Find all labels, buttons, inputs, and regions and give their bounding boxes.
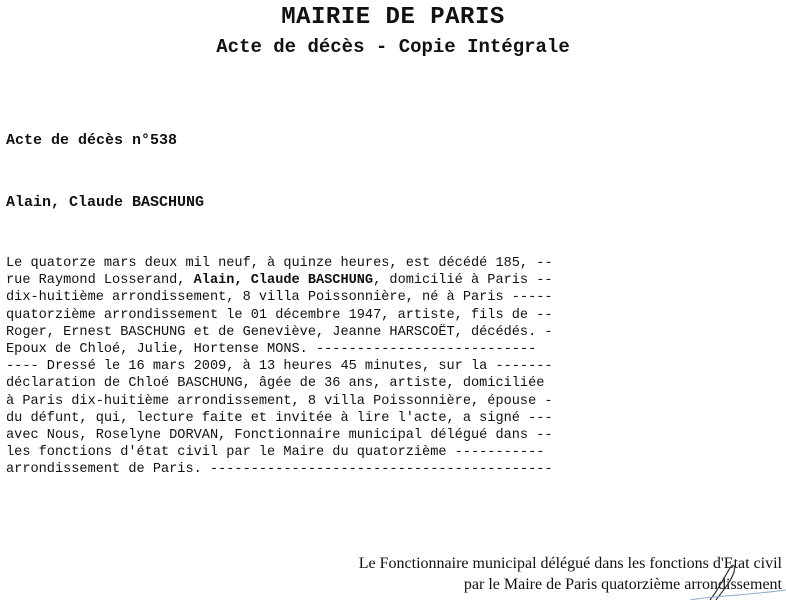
bold-name: Alain, Claude BASCHUNG [193,273,374,289]
person-name: Alain, Claude BASCHUNG [6,194,205,211]
handwritten-signature [690,560,786,600]
acte-number: Acte de décès n°538 [6,132,178,149]
body-line: les fonctions d'état civil par le Maire du quatorzième ----------- [6,445,545,461]
body-line: à Paris dix-huitième arrondissement, 8 villa Poissonnière, épouse - [6,393,553,409]
body-line: Le quatorze mars deux mil neuf, à quinze heures, est décédé 185, -- [6,256,553,271]
signature-line-2: par le Maire de Paris quatorzième arrondissement [463,576,782,593]
body-line: quatorzième arrondissement le 01 décembre 1947, artiste, fils de -- [6,307,553,323]
document-title: MAIRIE DE PARIS [281,4,505,31]
body-line: déclaration de Chloé BASCHUNG, âgée de 36 ans, artiste, domiciliée [6,376,545,392]
body-line: arrondissement de Paris. ------------------------------------------ [6,462,553,478]
signature-line-1: Le Fonctionnaire municipal délégué dans les fonctions d'Etat civil [358,555,782,572]
body-line: dix-huitième arrondissement, 8 villa Poissonnière, né à Paris ----- [6,290,553,306]
body-line: avec Nous, Roselyne DORVAN, Fonctionnaire municipal délégué dans -- [6,428,553,444]
body-line: Epoux de Chloé, Julie, Hortense MONS. --------------------------- [6,342,537,358]
body-line: ---- Dressé le 16 mars 2009, à 13 heures 45 minutes, sur la ------- [6,359,553,375]
body-line: rue Raymond Losserand, Alain, Claude BASCHUNG, domicilié à Paris -- [6,273,553,289]
body-line: du défunt, qui, lecture faite et invitée à lire l'acte, a signé --- [6,410,553,426]
document-subtitle: Acte de décès - Copie Intégrale [216,36,570,58]
body-line: Roger, Ernest BASCHUNG et de Geneviève, Jeanne HARSCOËT, décédés. - [6,324,553,340]
acte-body-text [6,255,626,479]
